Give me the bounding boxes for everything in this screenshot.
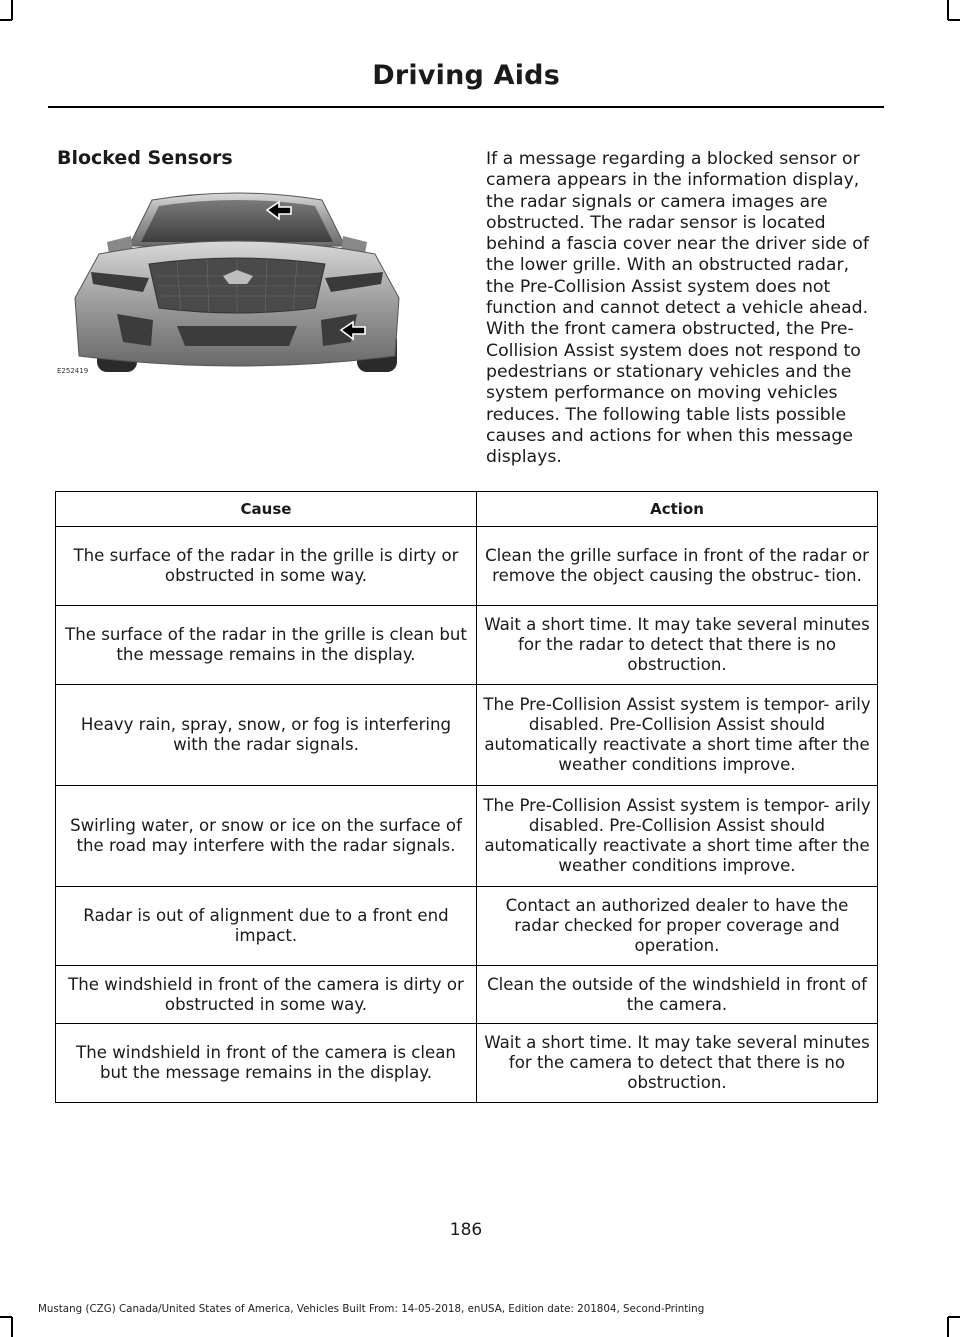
causes-actions-table [55, 491, 878, 1103]
header-rule [48, 106, 884, 108]
column-header-action: Action [477, 492, 878, 527]
action-cell: The Pre-Collision Assist system is tempor- arily disabled. Pre-Collision Assist should automatically reactivate a short time after the weather conditions improve. [477, 786, 878, 887]
crop-mark [0, 19, 12, 21]
cause-cell: The windshield in front of the camera is clean but the message remains in the display. [56, 1024, 477, 1103]
crop-mark [948, 19, 960, 21]
table-row [56, 527, 878, 606]
action-cell: Wait a short time. It may take several minutes for the camera to detect that there is no obstruction. [477, 1024, 878, 1103]
crop-mark [948, 1316, 960, 1318]
table-row [56, 606, 878, 685]
column-header-cause: Cause [56, 492, 477, 527]
action-cell: The Pre-Collision Assist system is tempor- arily disabled. Pre-Collision Assist should automatically reactivate a short time after the weather conditions improve. [477, 685, 878, 786]
action-cell: Clean the grille surface in front of the radar or remove the object causing the obstruc- tion. [477, 527, 878, 606]
crop-mark [11, 0, 13, 20]
table-header-row [56, 492, 878, 527]
table-row [56, 786, 878, 887]
crop-mark [11, 1317, 13, 1337]
cause-cell: Swirling water, or snow or ice on the surface of the road may interfere with the radar signals. [56, 786, 477, 887]
figure-code: E252419 [57, 367, 89, 375]
table-row [56, 966, 878, 1024]
crop-mark [947, 1317, 949, 1337]
action-cell: Clean the outside of the windshield in front of the camera. [477, 966, 878, 1024]
page-number: 186 [449, 1220, 483, 1240]
cause-cell: The surface of the radar in the grille is dirty or obstructed in some way. [56, 527, 477, 606]
footer-text: Mustang (CZG) Canada/United States of America, Vehicles Built From: 14-05-2018, enUSA, Edition date: 201804, Second-Printing [38, 1303, 705, 1315]
intro-paragraph: If a message regarding a blocked sensor or camera appears in the information display, the radar signals or camera images are obstructed. The radar sensor is located behind a fascia cover near the driver side of the lower grille. With an obstructed radar, the Pre-Collision Assist system does not function and cannot detect a vehicle ahead. With the front camera obstructed, the Pre-Collision Assist system does not respond to pedestrians or stationary vehicles and the system performance on moving vehicles reduces. The following table lists possible causes and actions for when this message displays. [486, 149, 869, 468]
page-header-title: Driving Aids [372, 60, 560, 91]
cause-cell: Heavy rain, spray, snow, or fog is interfering with the radar signals. [56, 685, 477, 786]
table-row [56, 685, 878, 786]
table-row [56, 1024, 878, 1103]
action-cell: Wait a short time. It may take several minutes for the radar to detect that there is no obstruction. [477, 606, 878, 685]
crop-mark [947, 0, 949, 20]
section-heading: Blocked Sensors [57, 147, 233, 169]
cause-cell: The windshield in front of the camera is dirty or obstructed in some way. [56, 966, 477, 1024]
table-row [56, 887, 878, 966]
cause-cell: Radar is out of alignment due to a front end impact. [56, 887, 477, 966]
car-front-illustration [57, 180, 417, 380]
action-cell: Contact an authorized dealer to have the radar checked for proper coverage and operation. [477, 887, 878, 966]
crop-mark [0, 1316, 12, 1318]
cause-cell: The surface of the radar in the grille is clean but the message remains in the display. [56, 606, 477, 685]
